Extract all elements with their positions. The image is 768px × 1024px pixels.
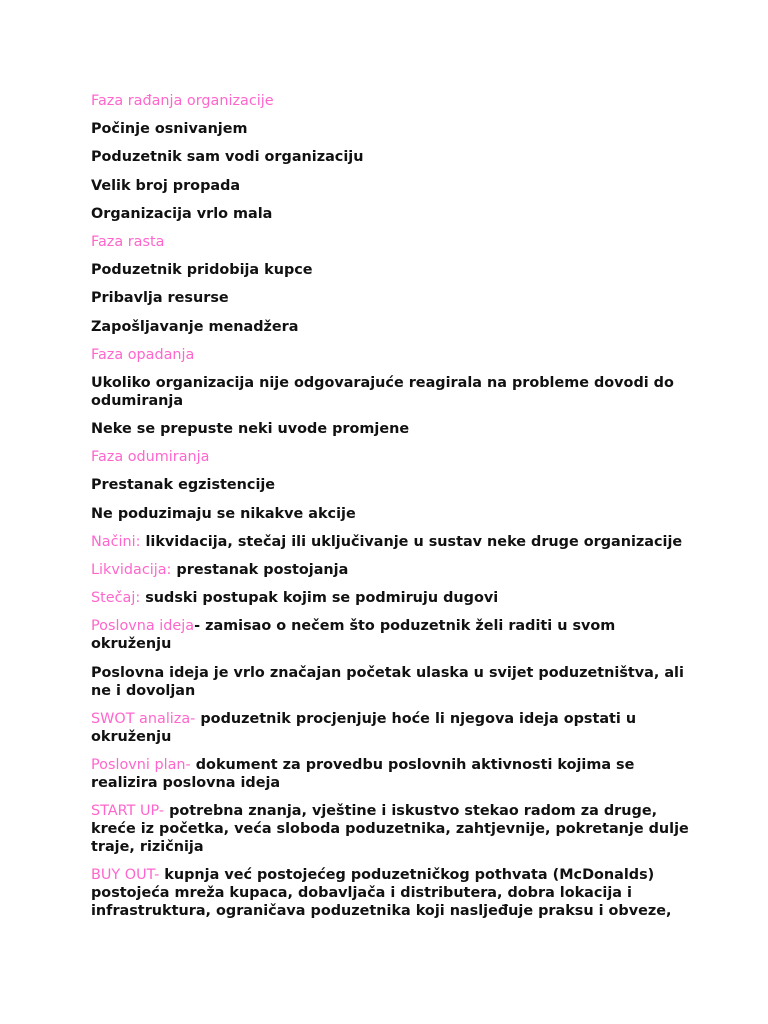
definition-poslovni-plan: [91, 756, 691, 792]
list-item: Ukoliko organizacija nije odgovarajuće reagirala na probleme dovodi do odumiranja: [91, 374, 674, 409]
definition-likvidacija: [91, 561, 691, 579]
definition-text: likvidacija, stečaj ili uključivanje u sustav neke druge organizacije: [140, 533, 683, 550]
list-item: Prestanak egzistencije: [91, 477, 276, 494]
definition-text: kupnja već postojećeg poduzetničkog pothvata (McDonalds) postojeća mreža kupaca, dobavljača i distributera, dobra lokacija i infrastruktura, ograničava poduzetnika koji nasljeđuje praksu i obveze,: [91, 867, 672, 920]
definition-text: - zamisao o nečem što poduzetnik želi raditi u svom okruženju: [91, 618, 616, 653]
definition-text: sudski postupak kojim se podmiruju dugovi: [140, 590, 499, 607]
term-label: Poslovni plan-: [91, 756, 191, 773]
list-item: Organizacija vrlo mala: [91, 205, 273, 222]
list-item: Počinje osnivanjem: [91, 121, 248, 138]
definition-text: dokument za provedbu poslovnih aktivnosti kojima se realizira poslovna ideja: [91, 756, 635, 791]
definition-text: prestanak postojanja: [171, 562, 349, 578]
term-label: START UP-: [91, 803, 165, 820]
term-label: Stečaj:: [91, 590, 141, 607]
heading-faza-opadanja: Faza opadanja: [91, 346, 195, 363]
heading-faza-radanja: Faza rađanja organizacije: [91, 93, 274, 109]
poslovna-ideja-note: Poslovna ideja je vrlo značajan početak ulaska u svijet poduzetništva, ali ne i dovoljan: [91, 664, 684, 699]
term-label: Načini:: [91, 533, 141, 550]
term-label: Poslovna ideja: [91, 618, 195, 635]
definition-swot: [91, 710, 691, 746]
definition-text: poduzetnik procjenjuje hoće li njegova ideja opstati u okruženju: [91, 710, 637, 745]
definition-nacini: [91, 533, 691, 551]
definition-poslovna-ideja: [91, 617, 691, 653]
heading-faza-odumiranja: Faza odumiranja: [91, 449, 210, 466]
list-item: Neke se prepuste neki uvode promjene: [91, 421, 410, 438]
term-label: BUY OUT-: [91, 867, 160, 884]
document-page: [91, 92, 691, 931]
heading-faza-rasta: Faza rasta: [91, 233, 165, 250]
list-item: Poduzetnik pridobija kupce: [91, 262, 313, 279]
term-label: Likvidacija:: [91, 562, 172, 578]
definition-text: potrebna znanja, vještine i iskustvo stekao radom za druge, kreće iz početka, veća sloboda poduzetnika, zahtjevnije, pokretanje dulje traje, rizičnija: [91, 803, 689, 856]
list-item: Pribavlja resurse: [91, 290, 229, 307]
list-item: Velik broj propada: [91, 177, 241, 194]
definition-stecaj: [91, 589, 691, 607]
list-item: Poduzetnik sam vodi organizaciju: [91, 149, 364, 166]
list-item: Ne poduzimaju se nikakve akcije: [91, 505, 356, 522]
definition-buy-out: [91, 866, 691, 920]
list-item: Zapošljavanje menadžera: [91, 318, 299, 335]
term-label: SWOT analiza-: [91, 710, 196, 727]
definition-start-up: [91, 802, 691, 856]
